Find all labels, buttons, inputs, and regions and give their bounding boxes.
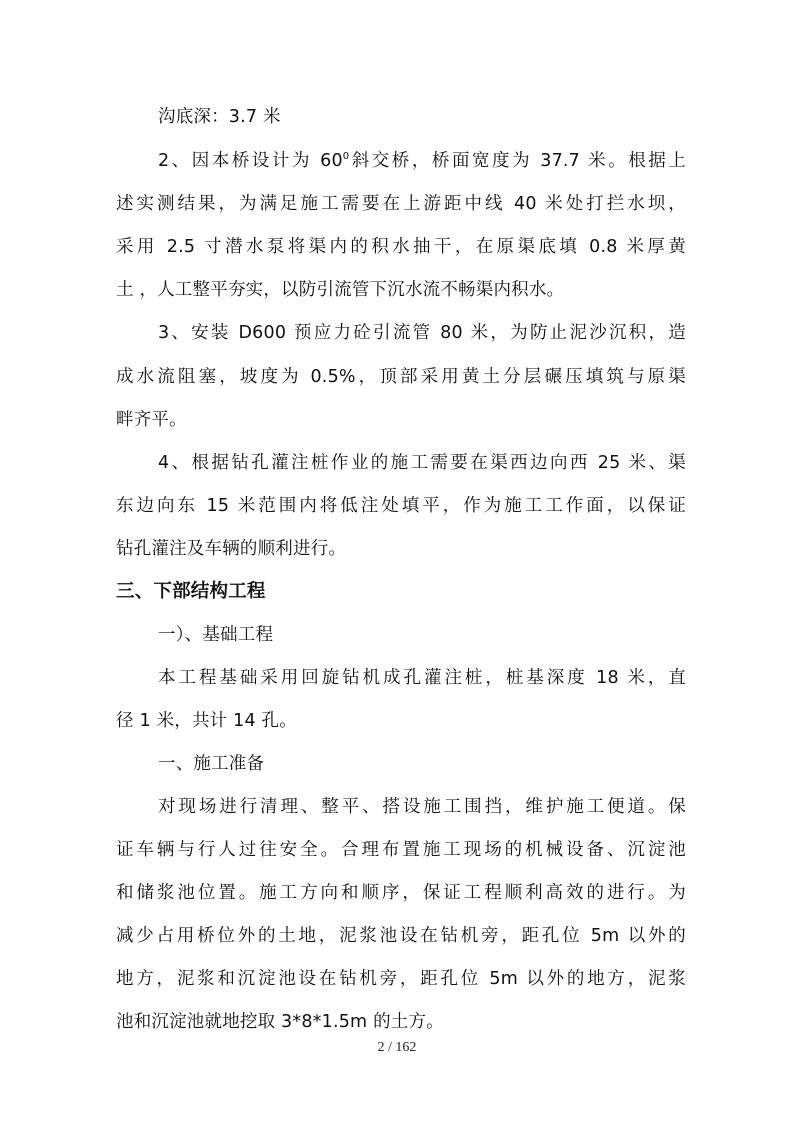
text-line: 采用 2.5 寸潜水泵将渠内的积水抽干，在原渠底填 0.8 米厚黄 (116, 237, 686, 257)
text-line: 土 ，人工整平夯实，以防引流管下沉水流不畅渠内积水。 (116, 280, 565, 300)
text-line: 证车辆与行人过往安全。合理布置施工现场的机械设备、沉淀池 (116, 840, 686, 860)
text-line: 东边向东 15 米范围内将低注处填平，作为施工工作面，以保证 (116, 496, 686, 516)
text-line: 地方，泥浆和沉淀池设在钻机旁，距孔位 5m 以外的地方，泥浆 (116, 969, 686, 989)
text-line: 3、安装 D600 预应力砼引流管 80 米，为防止泥沙沉积，造 (158, 323, 686, 343)
text-segment: 斜交桥，桥面宽度为 37.7 米。根据上 (349, 151, 686, 171)
text-line: 本工程基础采用回旋钻机成孔灌注桩，桩基深度 18 米，直 (158, 668, 686, 688)
text-line: 沟底深：3.7 米 (158, 107, 281, 127)
text-line: 述实测结果，为满足施工需要在上游距中线 40 米处打拦水坝， (116, 194, 686, 214)
text-line: 池和沉淀池就地挖取 3*8*1.5m 的土方。 (116, 1012, 444, 1032)
text-line: 减少占用桥位外的土地，泥浆池设在钻机旁，距孔位 5m 以外的 (116, 926, 686, 946)
text-line: 4、根据钻孔灌注桩作业的施工需要在渠西边向西 25 米、渠 (158, 453, 686, 473)
subsection-heading: 一、施工准备 (158, 754, 265, 774)
text-line: 成水流阻塞，坡度为 0.5%，顶部采用黄土分层碾压填筑与原渠 (116, 367, 686, 387)
text-line: 畔齐平。 (116, 410, 187, 430)
text-line: 和储浆池位置。施工方向和顺序，保证工程顺利高效的进行。为 (116, 883, 686, 903)
text-line: 径 1 米，共计 14 孔。 (116, 711, 297, 731)
text-line: 钻孔灌注及车辆的顺利进行。 (116, 539, 347, 559)
degree-superscript: 0 (342, 151, 350, 163)
text-line: 对现场进行清理、整平、搭设施工围挡，维护施工便道。保 (158, 797, 686, 817)
text-line (158, 150, 686, 172)
section-heading: 三、下部结构工程 (116, 581, 266, 602)
subsection-heading: 一）、基础工程 (158, 625, 274, 645)
text-segment: 2、因本桥设计为 60 (158, 151, 343, 171)
page-number: 2 / 162 (377, 1040, 417, 1055)
